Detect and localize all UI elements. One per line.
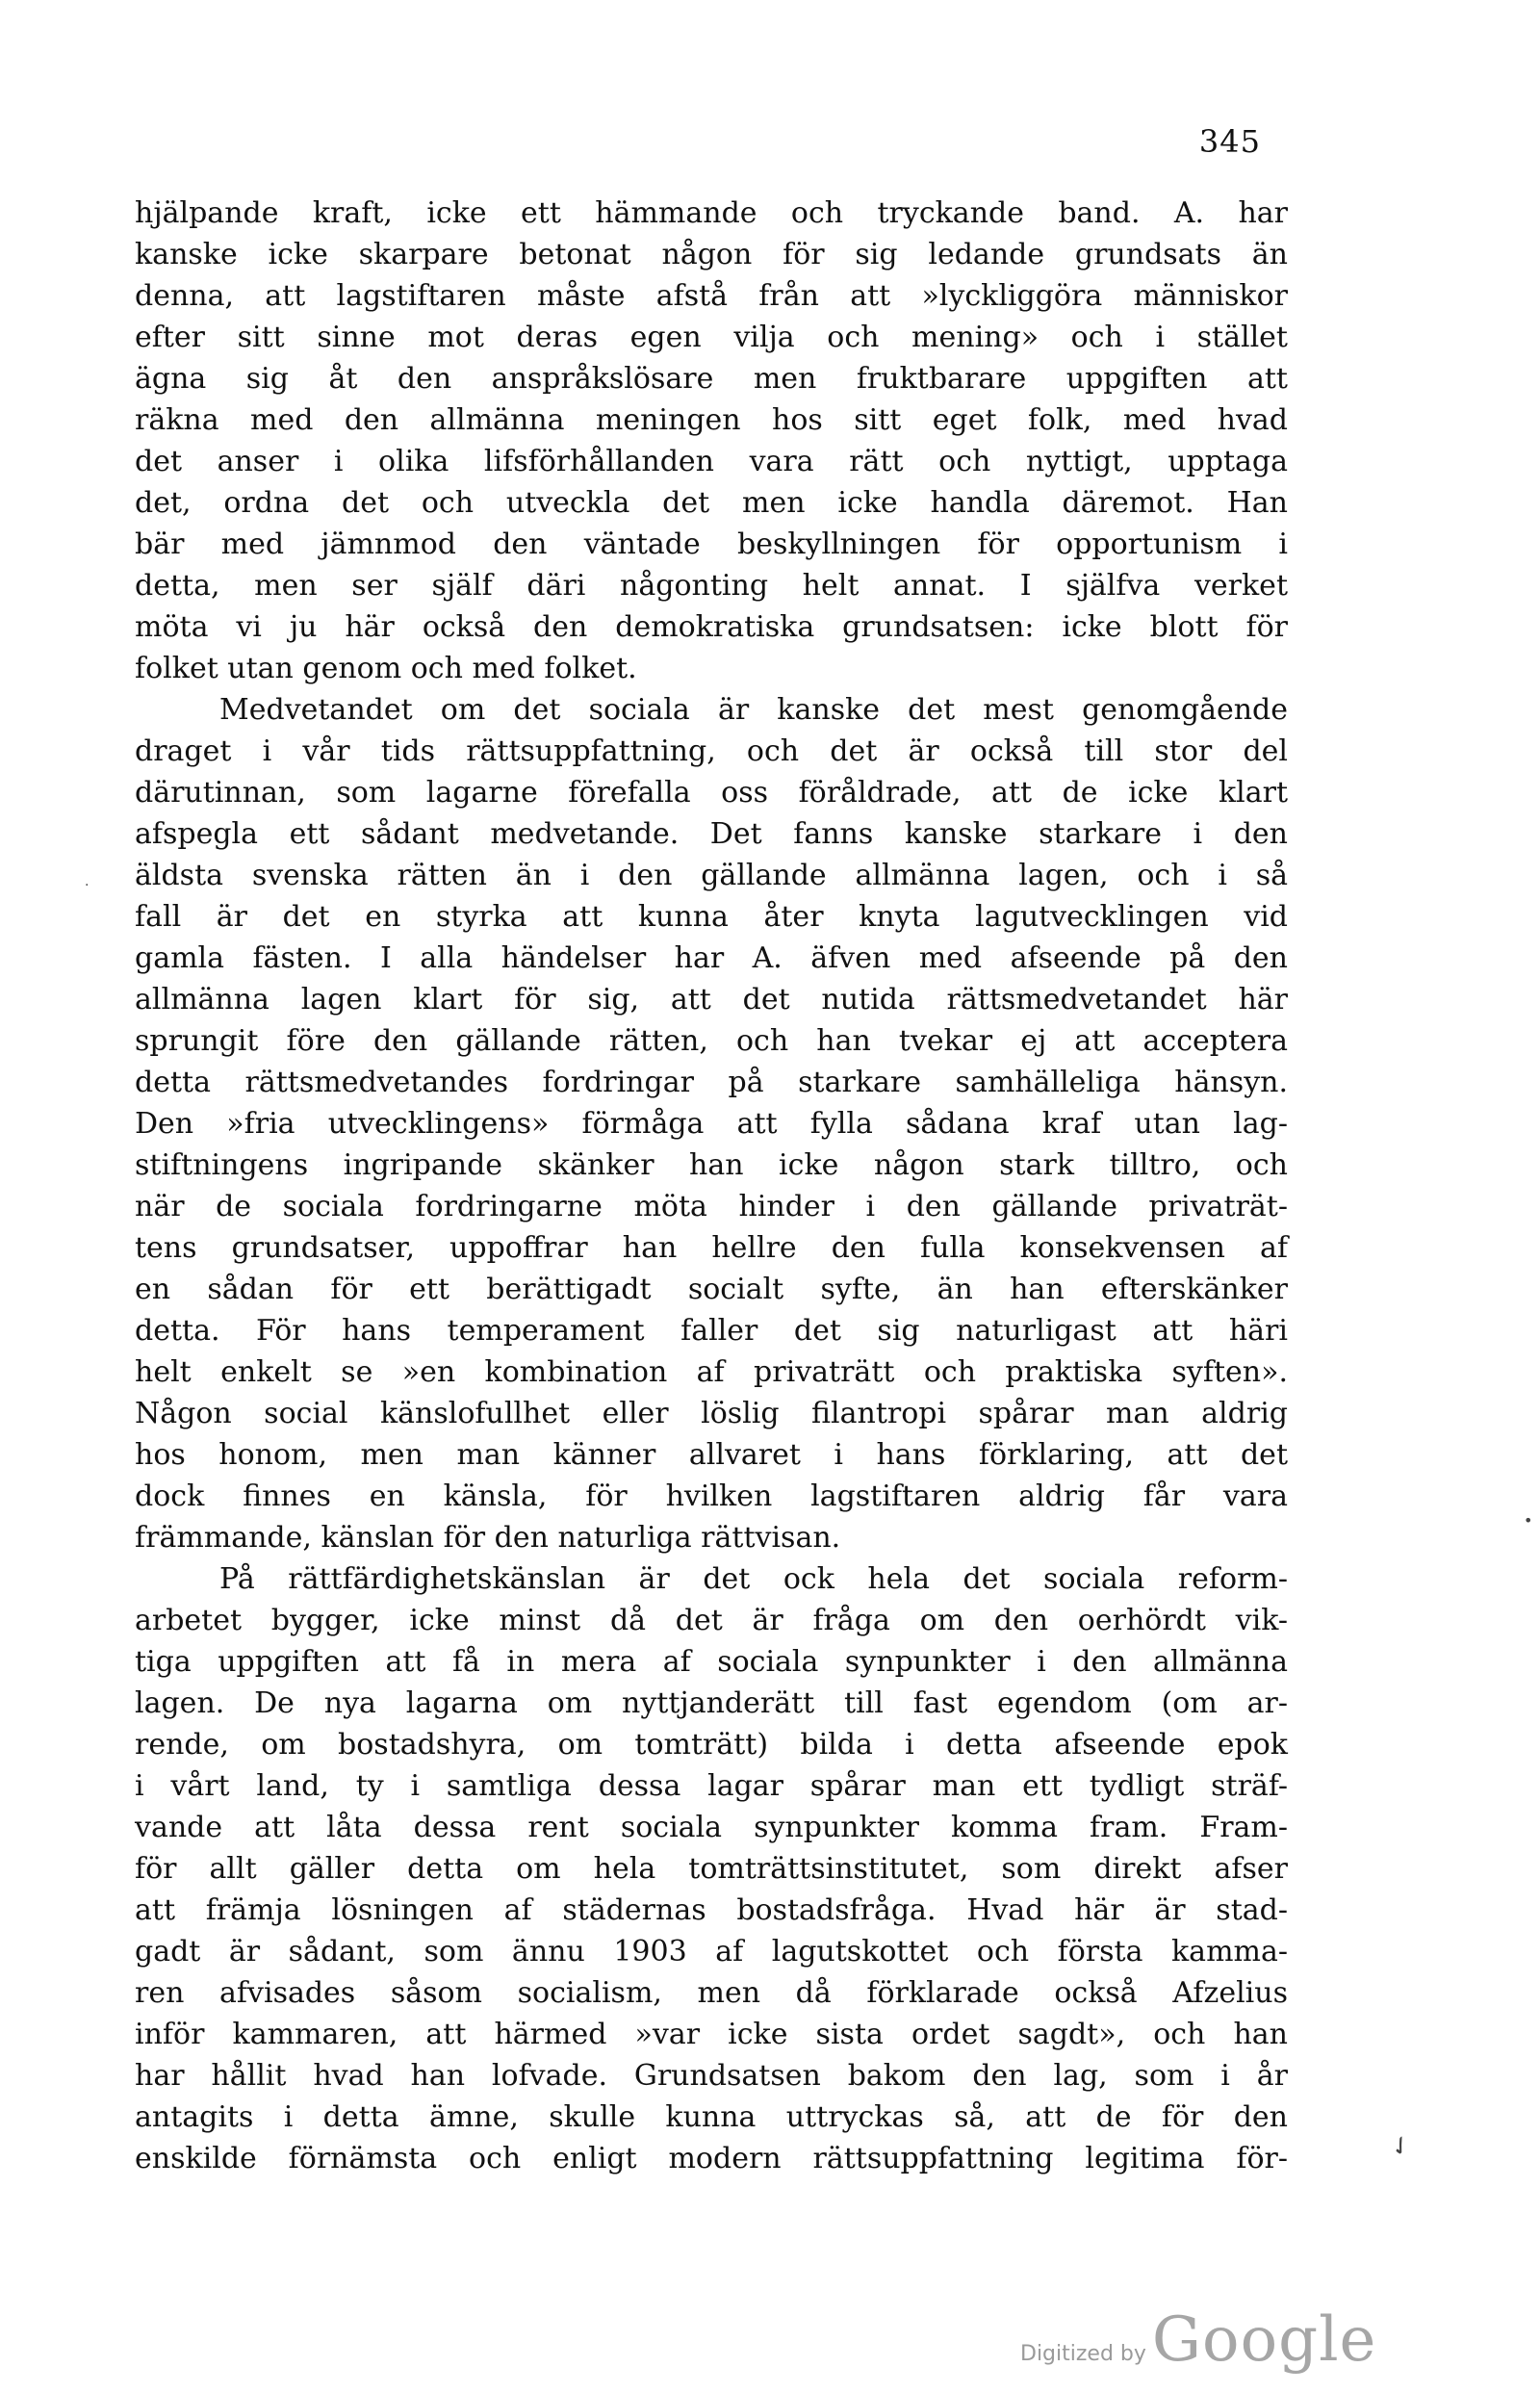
google-logo: Google xyxy=(1151,2304,1377,2376)
text-line: denna, att lagstiftaren måste afstå från att »lyckliggöra människor xyxy=(135,279,1288,313)
text-line: Den »fria utvecklingens» förmåga att fylla sådana kraf utan lag- xyxy=(135,1107,1288,1141)
text-line: antagits i detta ämne, skulle kunna uttryckas så, att de för den xyxy=(135,2100,1288,2134)
text-line: hos honom, men man känner allvaret i hans förklaring, att det xyxy=(135,1438,1288,1472)
text-line: detta rättsmedvetandes fordringar på starkare samhälleliga hänsyn. xyxy=(135,1066,1288,1099)
paragraph-start-line: Medvetandet om det sociala är kanske det mest genomgående xyxy=(219,693,1288,727)
digitized-by-google-watermark xyxy=(1020,2304,1376,2376)
text-line: därutinnan, som lagarne förefalla oss föråldrade, att de icke klart xyxy=(135,776,1288,810)
text-line: Någon social känslofullhet eller löslig filantropi spårar man aldrig xyxy=(135,1397,1288,1430)
text-line: sprungit före den gällande rätten, och han tvekar ej att acceptera xyxy=(135,1024,1288,1058)
text-line: det, ordna det och utveckla det men icke handla däremot. Han xyxy=(135,486,1288,520)
text-line: vande att låta dessa rent sociala synpunkter komma fram. Fram- xyxy=(135,1811,1288,1844)
text-line: allmänna lagen klart för sig, att det nutida rättsmedvetandet här xyxy=(135,983,1288,1016)
text-line: efter sitt sinne mot deras egen vilja och mening» och i stället xyxy=(135,321,1288,354)
text-line: kanske icke skarpare betonat någon för sig ledande grundsats än xyxy=(135,238,1288,271)
text-line: folket utan genom och med folket. xyxy=(135,652,637,685)
text-line: ägna sig åt den anspråkslösare men fruktbarare uppgiften att xyxy=(135,362,1288,396)
text-line: ren afvisades såsom socialism, men då förklarade också Afzelius xyxy=(135,1976,1288,2010)
stray-dot-mark: • xyxy=(1524,1511,1533,1530)
text-line: arbetet bygger, icke minst då det är fråga om den oerhördt vik- xyxy=(135,1604,1288,1637)
page-number: 345 xyxy=(1198,123,1261,160)
text-line: dock finnes en känsla, för hvilken lagstiftaren aldrig får vara xyxy=(135,1480,1288,1513)
text-line: draget i vår tids rättsuppfattning, och det är också till stor del xyxy=(135,734,1288,768)
text-line: har hållit hvad han lofvade. Grundsatsen bakom den lag, som i år xyxy=(135,2059,1288,2093)
text-line: räkna med den allmänna meningen hos sitt eget folk, med hvad xyxy=(135,403,1288,437)
stray-pen-mark: ✓ xyxy=(1384,2128,1419,2165)
body-text xyxy=(135,193,1288,2179)
text-line: bär med jämnmod den väntade beskyllningen för opportunism i xyxy=(135,527,1288,561)
digitized-by-label: Digitized by xyxy=(1020,2342,1146,2366)
paragraph-start-line: På rättfärdighetskänslan är det ock hela det sociala reform- xyxy=(219,1562,1288,1596)
text-line: detta. För hans temperament faller det sig naturligast att häri xyxy=(135,1314,1288,1348)
text-line: äldsta svenska rätten än i den gällande allmänna lagen, och i så xyxy=(135,859,1288,892)
text-line: detta, men ser själf däri någonting helt annat. I själfva verket xyxy=(135,569,1288,603)
text-line: tiga uppgiften att få in mera af sociala synpunkter i den allmänna xyxy=(135,1645,1288,1679)
text-line: att främja lösningen af städernas bostadsfråga. Hvad här är stad- xyxy=(135,1893,1288,1927)
text-line: hjälpande kraft, icke ett hämmande och tryckande band. A. har xyxy=(135,196,1288,230)
text-line: en sådan för ett berättigadt socialt syfte, än han efterskänker xyxy=(135,1273,1288,1306)
text-line: enskilde förnämsta och enligt modern rättsuppfattning legitima för- xyxy=(135,2142,1288,2175)
text-line: fall är det en styrka att kunna åter knyta lagutvecklingen vid xyxy=(135,900,1288,934)
text-line: inför kammaren, att härmed »var icke sista ordet sagdt», och han xyxy=(135,2018,1288,2051)
stray-dot-mark: · xyxy=(85,878,90,893)
text-line: främmande, känslan för den naturliga rättvisan. xyxy=(135,1521,841,1555)
text-line: tens grundsatser, uppoffrar han hellre den fulla konsekvensen af xyxy=(135,1231,1288,1265)
text-line: lagen. De nya lagarna om nyttjanderätt till fast egendom (om ar- xyxy=(135,1686,1288,1720)
text-line: gamla fästen. I alla händelser har A. äfven med afseende på den xyxy=(135,941,1288,975)
text-line: det anser i olika lifsförhållanden vara rätt och nyttigt, upptaga xyxy=(135,445,1288,478)
text-line: helt enkelt se »en kombination af privaträtt och praktiska syften». xyxy=(135,1355,1288,1389)
text-line: rende, om bostadshyra, om tomträtt) bilda i detta afseende epok xyxy=(135,1728,1288,1762)
text-line: i vårt land, ty i samtliga dessa lagar spårar man ett tydligt sträf- xyxy=(135,1769,1288,1803)
text-line: för allt gäller detta om hela tomträttsinstitutet, som direkt afser xyxy=(135,1852,1288,1886)
text-line: gadt är sådant, som ännu 1903 af lagutskottet och första kamma- xyxy=(135,1935,1288,1968)
text-line: möta vi ju här också den demokratiska grundsatsen: icke blott för xyxy=(135,610,1288,644)
text-line: när de sociala fordringarne möta hinder i den gällande privaträt- xyxy=(135,1190,1288,1223)
text-line: stiftningens ingripande skänker han icke någon stark tilltro, och xyxy=(135,1148,1288,1182)
text-line: afspegla ett sådant medvetande. Det fanns kanske starkare i den xyxy=(135,817,1288,851)
